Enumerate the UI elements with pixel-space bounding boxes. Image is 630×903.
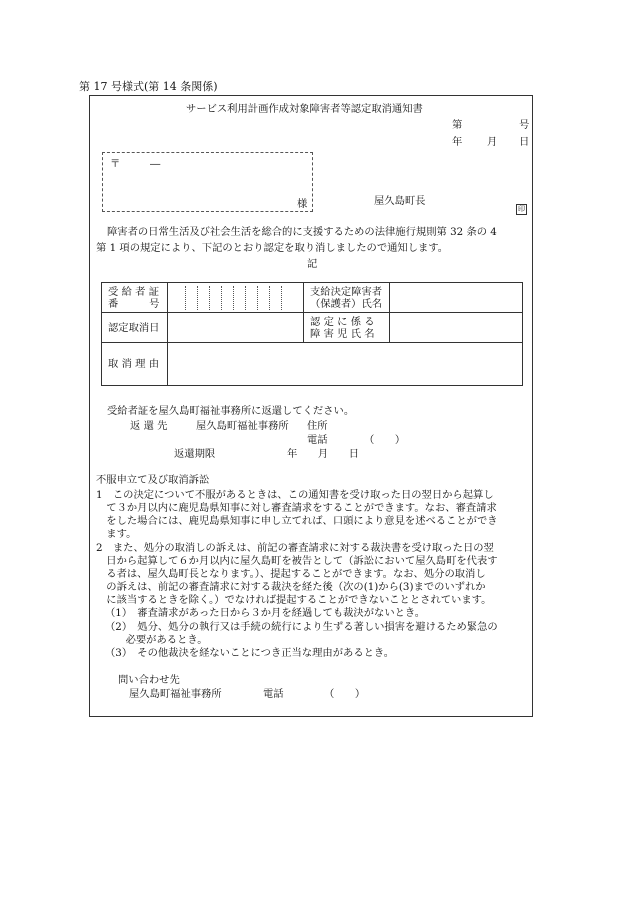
appeal-line-3: をした場合には、鹿児島県知事に申し立てれば、口頭により意見を述べることができ — [96, 515, 498, 527]
recipient-no-digit-box[interactable] — [246, 286, 258, 310]
recipient-no-digit-box[interactable] — [222, 286, 234, 310]
recipient-no-digit-box[interactable] — [186, 286, 198, 310]
appeal-line-1: 1 この決定について不服があるときは、この通知書を受け取った日の翌日から起算し — [96, 489, 494, 501]
recipient-no-label — [102, 283, 168, 313]
body-text-line-2: 第 1 項の規定により、下記のとおり認定を取り消しましたので通知します。 — [96, 242, 449, 254]
appeal-line-6: 日から起算して６か月以内に屋久島町を被告として（訴訟において屋久島町を代表す — [96, 555, 498, 567]
appeal-line-7: る者は、屋久島町長となります。）、提起することができます。なお、処分の取消し — [96, 568, 486, 580]
form-number-label: 第 17 号様式(第 14 条関係) — [79, 80, 218, 93]
cancel-date-cell[interactable] — [168, 313, 304, 343]
inquiry-office: 屋久島町福祉事務所 — [129, 688, 222, 700]
address-box — [102, 152, 313, 212]
decided-person-cell[interactable] — [390, 283, 523, 313]
doc-no-suffix: 号 — [519, 119, 530, 131]
document-title: サービス利用計画作成対象障害者等認定取消通知書 — [186, 103, 423, 115]
return-address-label: 住所 — [307, 420, 328, 432]
date-day: 日 — [519, 136, 530, 148]
child-name-cell[interactable] — [390, 313, 523, 343]
recipient-no-label-2: 番 号 — [108, 297, 160, 310]
appeal-item-3: （3） その他裁決を経ないことにつき正当な理由があるとき。 — [105, 647, 395, 659]
doc-no-prefix: 第 — [452, 119, 463, 131]
recipient-no-digit-box[interactable] — [174, 286, 186, 310]
recipient-no-digit-box[interactable] — [198, 286, 210, 310]
return-deadline-date: 年 月 日 — [287, 448, 360, 460]
decided-person-label — [304, 283, 390, 313]
return-dest-label: 返 還 先 — [130, 420, 168, 432]
info-table — [101, 282, 523, 386]
inquiry-phone-paren: （ ） — [324, 688, 366, 700]
appeal-line-4: ます。 — [96, 528, 137, 540]
appeal-line-8: の訴えは、前記の審査請求に対する裁決を経た後（次の(1)から(3)までのいずれか — [96, 581, 486, 593]
recipient-no-cell[interactable] — [168, 283, 304, 313]
reason-cell[interactable] — [168, 343, 523, 386]
return-deadline-label: 返還期限 — [174, 448, 216, 460]
appeal-item-2: （2） 処分、処分の執行又は手続の続行により生ずる著しい損害を避けるため緊急の — [105, 621, 498, 633]
cancel-date-label: 認定取消日 — [102, 313, 168, 343]
recipient-no-label-1: 受 給 者 証 — [108, 285, 160, 298]
recipient-no-digit-box[interactable] — [270, 286, 282, 310]
issuer-name: 屋久島町長 — [374, 195, 426, 207]
reason-label: 取 消 理 由 — [102, 343, 168, 386]
decided-person-label-2: （保護者）氏名 — [310, 297, 383, 310]
postal-dash: ― — [150, 158, 161, 170]
recipient-honorific: 様 — [297, 198, 308, 210]
appeal-line-9: に該当するときを除く。）でなければ提起することができないこととされています。 — [96, 594, 492, 606]
appeal-heading: 不服申立て及び取消訴訟 — [96, 474, 210, 486]
decided-person-label-1: 支給決定障害者 — [310, 285, 383, 298]
appeal-item-2-cont: 必要があるとき。 — [105, 634, 208, 646]
ki-heading: 記 — [307, 258, 318, 270]
child-name-label-1: 認 定 に 係 る — [310, 315, 375, 328]
inquiry-label: 問い合わせ先 — [118, 674, 180, 686]
appeal-line-5: 2 また、処分の取消しの訴えは、前記の審査請求に対する裁決書を受け取った日の翌 — [96, 542, 494, 554]
return-dest-office: 屋久島町福祉事務所 — [196, 420, 289, 432]
date-month: 月 — [487, 136, 498, 148]
recipient-no-digits — [168, 286, 303, 310]
appeal-line-2: て３か月以内に鹿児島県知事に対し審査請求をすることができます。なお、審査請求 — [96, 502, 497, 514]
recipient-no-digit-box[interactable] — [234, 286, 246, 310]
child-name-label — [304, 313, 390, 343]
appeal-item-1: （1） 審査請求があった日から３か月を経過しても裁決がないとき。 — [105, 607, 426, 619]
inquiry-phone-label: 電話 — [263, 688, 284, 700]
return-phone-label: 電話 — [307, 434, 328, 446]
recipient-no-digit-box[interactable] — [282, 286, 293, 310]
postal-mark: 〒 — [110, 158, 121, 170]
child-name-label-2: 障 害 児 氏 名 — [310, 327, 375, 340]
recipient-no-digit-box[interactable] — [258, 286, 270, 310]
body-text-line-1: 障害者の日常生活及び社会生活を総合的に支援するための法律施行規則第 32 条の 4 — [107, 226, 497, 238]
issuer-seal: 印 — [518, 205, 525, 213]
return-instruction: 受給者証を屋久島町福祉事務所に返還してください。 — [107, 405, 355, 417]
recipient-no-digit-box[interactable] — [210, 286, 222, 310]
seal-mark — [516, 196, 527, 215]
return-phone-paren: （ ） — [364, 434, 406, 446]
date-year: 年 — [452, 136, 463, 148]
